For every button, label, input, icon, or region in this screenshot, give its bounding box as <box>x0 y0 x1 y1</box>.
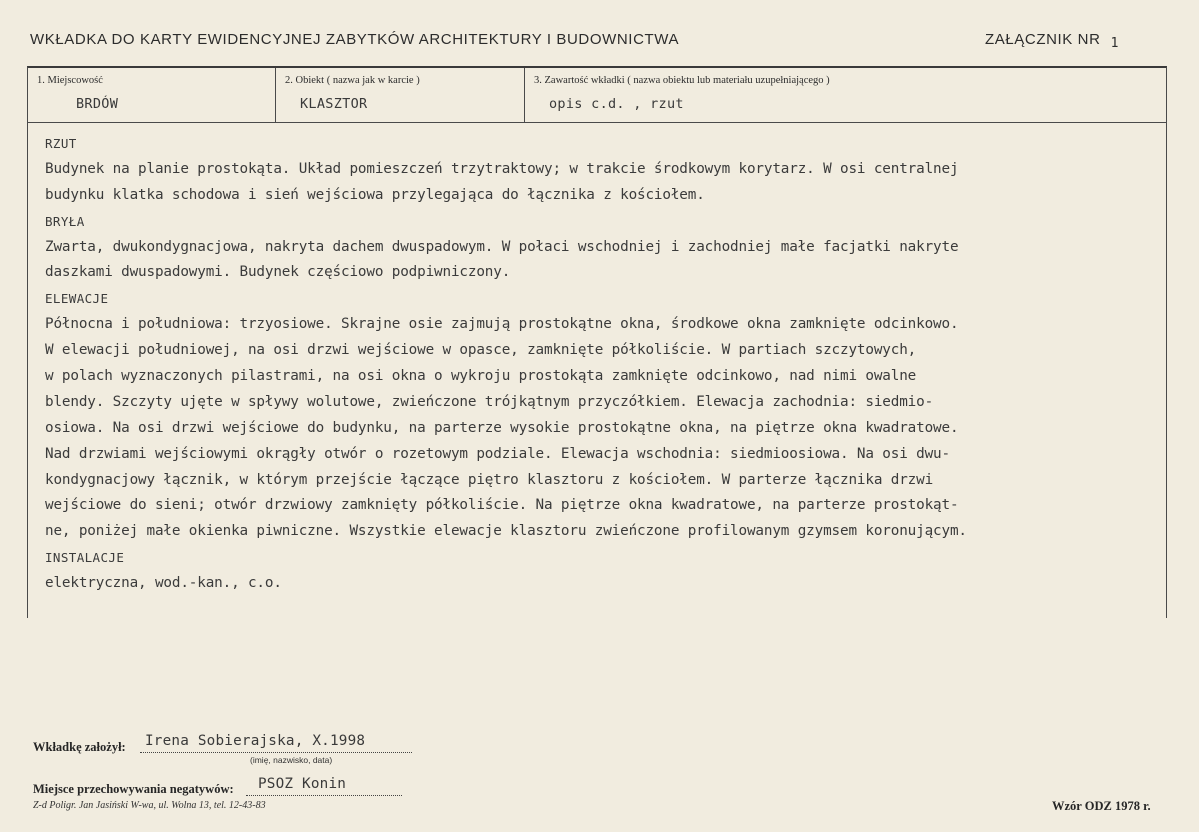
text-line: Budynek na planie prostokąta. Układ pomieszczeń trzytraktowy; w trakcie środkowym korytarz. W osi centralnej <box>45 160 959 177</box>
author-dotline <box>140 752 412 753</box>
form-title: WKŁADKA DO KARTY EWIDENCYJNEJ ZABYTKÓW ARCHITEKTURY I BUDOWNICTWA <box>30 31 680 48</box>
attachment-number <box>985 31 1119 51</box>
field-object-label: 2. Obiekt ( nazwa jak w karcie ) <box>285 75 420 86</box>
text-line: osiowa. Na osi drzwi wejściowe do budynku, na parterze wysokie prostokątne okna, na piętrze okna kwadratowe. <box>45 419 959 436</box>
text-line: budynku klatka schodowa i sień wejściowa przylegająca do łącznika z kościołem. <box>45 186 705 203</box>
text-line: W elewacji południowej, na osi drzwi wejściowe w opasce, zamknięte półkoliście. W partiach szczytowych, <box>45 342 917 359</box>
attachment-value: 1 <box>1110 36 1119 51</box>
storage-dotline <box>246 795 402 796</box>
text-line: w polach wyznaczonych pilastrami, na osi okna o wykroju prostokąta zamknięte odcinkowo, nad nimi owalne <box>45 368 917 385</box>
text-line: Zwarta, dwukondygnacjowa, nakryta dachem dwuspadowym. W połaci wschodniej i zachodniej małe facjatki nakryte <box>45 238 959 255</box>
text-line: Północna i południowa: trzyosiowe. Skrajne osie zajmują prostokątne okna, środkowe okna zamknięte odcinkowo. <box>45 316 959 333</box>
field-contents-label: 3. Zawartość wkładki ( nazwa obiektu lub materiału uzupełniającego ) <box>534 75 830 86</box>
field-row <box>28 68 1166 123</box>
text-line: blendy. Szczyty ujęte w spływy wolutowe, zwieńczone trójkątnym przyczółkiem. Elewacja zachodnia: siedmio- <box>45 393 934 410</box>
section-heading: INSTALACJE <box>45 550 125 566</box>
form-template-id: Wzór ODZ 1978 r. <box>1052 799 1151 813</box>
field-locality-label: 1. Miejscowość <box>37 75 103 86</box>
text-line: daszkami dwuspadowymi. Budynek częściowo podpiwniczony. <box>45 264 511 281</box>
author-value: Irena Sobierajska, X.1998 <box>145 733 366 749</box>
field-contents <box>525 68 1166 122</box>
text-line: Nad drzwiami wejściowymi okrągły otwór o rozetowym podziale. Elewacja wschodnia: siedmioosiowa. Na osi dwu- <box>45 445 950 462</box>
text-line: wejściowe do sieni; otwór drzwiowy zamknięty półkoliście. Na piętrze okna kwadratowe, na parterze prostokąt- <box>45 497 959 514</box>
text-line: ne, poniżej małe okienka piwniczne. Wszystkie elewacje klasztoru zwieńczone profilowanym gzymsem koronującym. <box>45 523 967 540</box>
attachment-label: ZAŁĄCZNIK NR <box>985 31 1101 48</box>
storage-label: Miejsce przechowywania negatywów: <box>33 782 234 796</box>
section-heading: BRYŁA <box>45 213 85 229</box>
section-heading: ELEWACJE <box>45 291 109 307</box>
description-body <box>45 131 1185 597</box>
field-object-value: KLASZTOR <box>300 96 368 112</box>
section-heading: RZUT <box>45 136 77 151</box>
storage-value: PSOZ Konin <box>258 776 347 792</box>
field-contents-value: opis c.d. , rzut <box>549 96 684 112</box>
author-label: Wkładkę założył: <box>33 740 126 754</box>
field-object <box>276 68 525 122</box>
author-caption: (imię, nazwisko, data) <box>250 755 333 765</box>
printer-imprint: Z-d Poligr. Jan Jasiński W-wa, ul. Wolna 13, tel. 12-43-83 <box>33 800 266 811</box>
field-locality <box>28 68 276 122</box>
text-line: kondygnacjowy łącznik, w którym przejście łączące piętro klasztoru z kościołem. W parterze łącznika drzwi <box>45 471 934 488</box>
text-line: elektryczna, wod.-kan., c.o. <box>45 575 282 592</box>
field-locality-value: BRDÓW <box>76 96 119 112</box>
